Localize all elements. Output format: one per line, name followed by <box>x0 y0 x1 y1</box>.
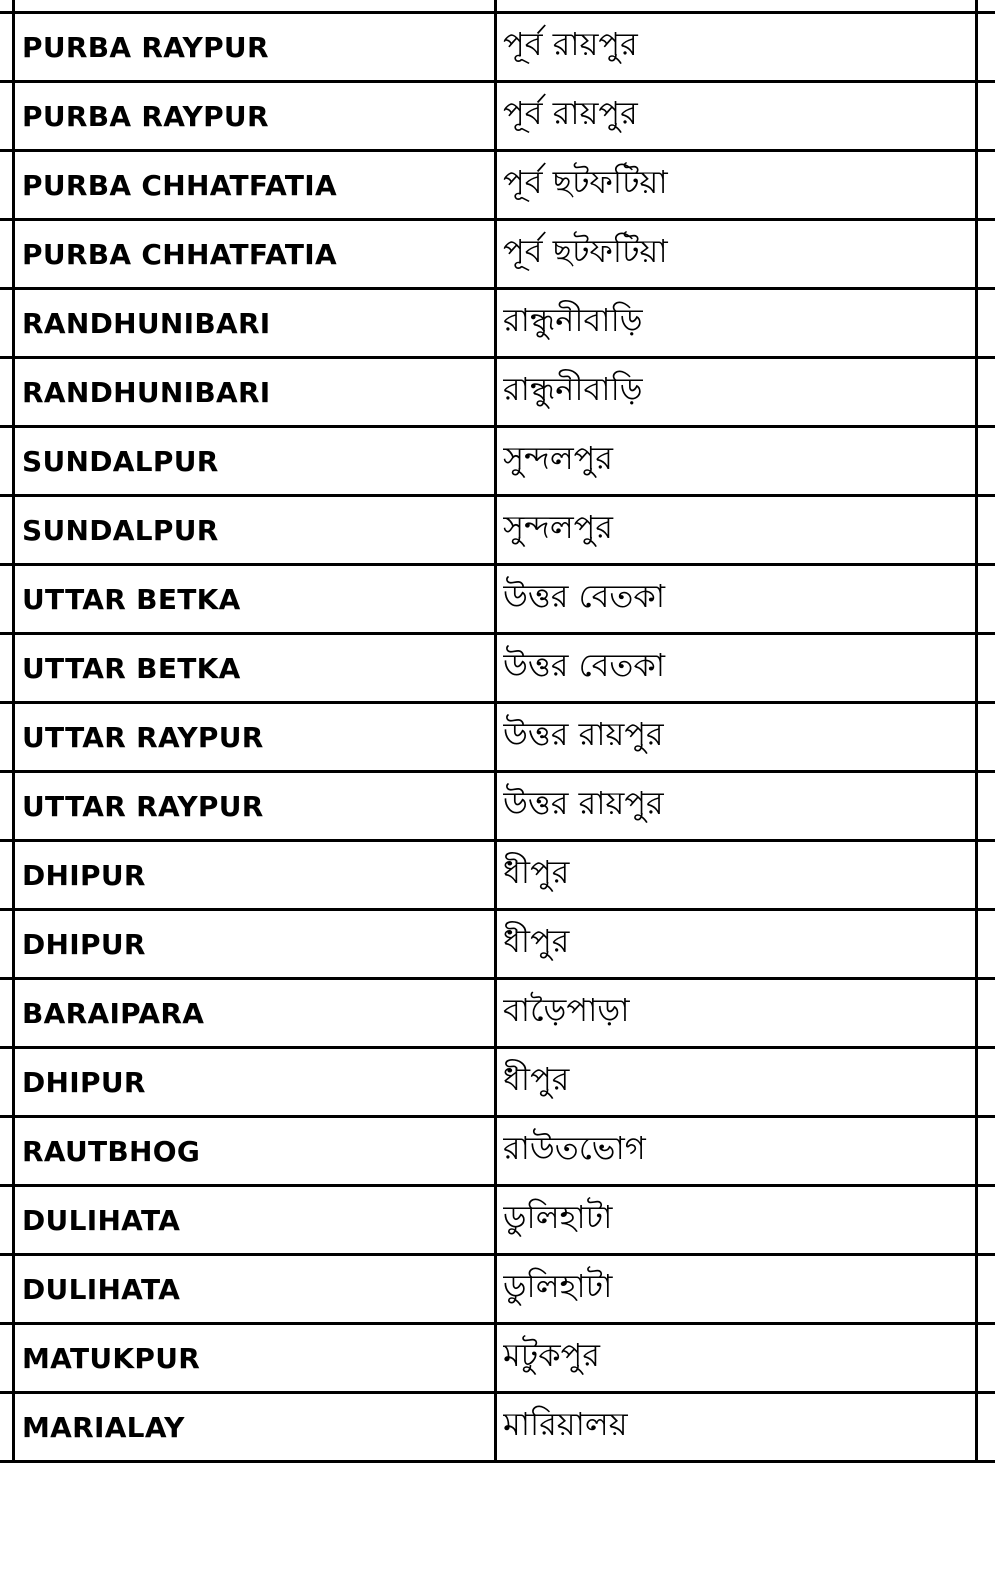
english-name-cell: RANDHUNIBARI <box>22 306 271 340</box>
english-name-cell: UTTAR BETKA <box>22 651 241 685</box>
english-name-cell: UTTAR RAYPUR <box>22 720 264 754</box>
english-name-cell: MATUKPUR <box>22 1341 201 1375</box>
bengali-name-cell: রান্ধুনীবাড়ি <box>503 370 643 408</box>
bengali-name-cell: পূর্ব ছটফটিয়া <box>503 232 668 270</box>
bengali-name-cell: মটুকপুর <box>503 1336 600 1374</box>
row-divider <box>0 1460 995 1463</box>
bengali-name-cell: বাড়ৈপাড়া <box>503 991 630 1029</box>
bengali-name-cell: উত্তর বেতকা <box>503 646 666 684</box>
english-name-cell: UTTAR RAYPUR <box>22 789 264 823</box>
bengali-name-cell: রাউতভোগ <box>503 1129 646 1167</box>
bengali-name-cell: ধীপুর <box>503 922 570 960</box>
english-name-cell: SUNDALPUR <box>22 513 219 547</box>
english-name-cell: DULIHATA <box>22 1272 181 1306</box>
english-name-cell: DHIPUR <box>22 858 146 892</box>
bengali-name-cell: উত্তর বেতকা <box>503 577 666 615</box>
english-name-cell: PURBA CHHATFATIA <box>22 237 337 271</box>
bengali-name-cell: সুন্দলপুর <box>503 508 613 546</box>
bengali-name-cell: উত্তর রায়পুর <box>503 784 664 822</box>
english-name-cell: RAUTBHOG <box>22 1134 201 1168</box>
bengali-name-cell: ডুলিহাটা <box>503 1198 613 1236</box>
english-name-cell: PURBA RAYPUR <box>22 99 269 133</box>
bengali-name-cell: পূর্ব রায়পুর <box>503 25 638 63</box>
english-name-cell: BARAIPARA <box>22 996 205 1030</box>
bengali-name-cell: ধীপুর <box>503 1060 570 1098</box>
english-name-cell: PURBA CHHATFATIA <box>22 168 337 202</box>
bengali-name-cell: ধীপুর <box>503 853 570 891</box>
english-name-cell: RANDHUNIBARI <box>22 375 271 409</box>
bengali-name-cell: উত্তর রায়পুর <box>503 715 664 753</box>
bengali-name-cell: ডুলিহাটা <box>503 1267 613 1305</box>
bengali-name-cell: সুন্দলপুর <box>503 439 613 477</box>
bengali-name-cell: মারিয়ালয় <box>503 1405 628 1443</box>
english-name-cell: DULIHATA <box>22 1203 181 1237</box>
bengali-name-cell: পূর্ব রায়পুর <box>503 94 638 132</box>
english-name-cell: PURBA RAYPUR <box>22 30 269 64</box>
english-name-cell: MARIALAY <box>22 1410 185 1444</box>
bengali-name-cell: রান্ধুনীবাড়ি <box>503 301 643 339</box>
english-name-cell: DHIPUR <box>22 1065 146 1099</box>
bengali-name-cell: পূর্ব ছটফটিয়া <box>503 163 668 201</box>
english-name-cell: DHIPUR <box>22 927 146 961</box>
english-name-cell: SUNDALPUR <box>22 444 219 478</box>
english-name-cell: UTTAR BETKA <box>22 582 241 616</box>
